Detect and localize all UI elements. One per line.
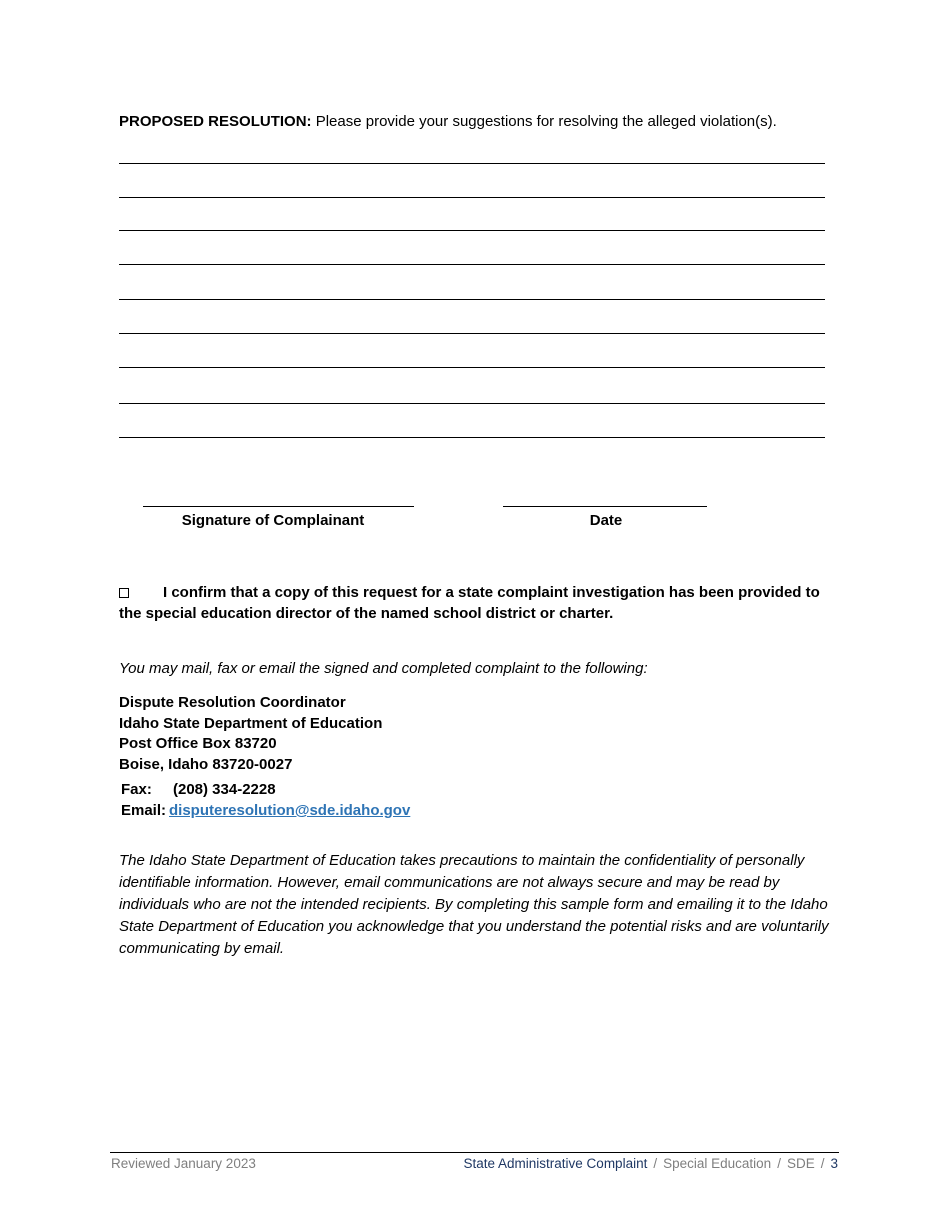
footer-agency: SDE	[786, 1156, 815, 1171]
email-link[interactable]: disputeresolution@sde.idaho.gov	[169, 802, 411, 819]
footer-separator: /	[820, 1156, 825, 1171]
footer-title: State Administrative Complaint	[463, 1156, 648, 1171]
page-number: 3	[830, 1156, 838, 1171]
address-line: Post Office Box 83720	[119, 735, 277, 753]
answer-line[interactable]	[119, 163, 825, 164]
fax-label: Fax:	[121, 781, 152, 798]
mailing-intro: You may mail, fax or email the signed and completed complaint to the following:	[119, 660, 648, 677]
footer-section: Special Education	[663, 1156, 772, 1171]
proposed-resolution-label: PROPOSED RESOLUTION:	[119, 113, 312, 130]
footer-divider	[110, 1152, 839, 1153]
answer-line[interactable]	[119, 403, 825, 404]
footer-separator: /	[777, 1156, 781, 1171]
answer-line[interactable]	[119, 230, 825, 231]
signature-line[interactable]	[143, 506, 414, 507]
footer-separator: /	[653, 1156, 658, 1171]
answer-line[interactable]	[119, 197, 825, 198]
fax-number: (208) 334-2228	[173, 781, 276, 798]
privacy-notice: The Idaho State Department of Education takes precautions to maintain the confidentiality of personally identifiable information. However, email communications are not always secure and may be read by individuals who are not the intended recipients. By completing this sample form and emailing it to the Idaho State Department of Education you acknowledge that you understand the potential risks and are voluntarily communicating by email.	[119, 852, 829, 957]
confirmation-text: I confirm that a copy of this request for a state complaint investigation has been provided to the special education director of the named school district or charter.	[119, 584, 820, 622]
email-row	[121, 802, 410, 819]
signature-label: Signature of Complainant	[181, 512, 365, 529]
answer-line[interactable]	[119, 367, 825, 368]
answer-line[interactable]	[119, 299, 825, 300]
footer-reviewed: Reviewed January 2023	[111, 1156, 256, 1171]
answer-line[interactable]	[119, 264, 825, 265]
footer-document-info	[464, 1156, 839, 1171]
mailing-address	[119, 693, 382, 776]
date-line[interactable]	[503, 506, 707, 507]
confirmation-statement	[119, 582, 831, 624]
date-label: Date	[589, 512, 623, 529]
address-line: Dispute Resolution Coordinator	[119, 694, 346, 711]
answer-line[interactable]	[119, 333, 825, 334]
proposed-resolution-prompt	[119, 112, 777, 131]
address-line: Idaho State Department of Education	[119, 714, 383, 732]
answer-line[interactable]	[119, 437, 825, 438]
fax-row	[121, 781, 276, 798]
email-label: Email:	[121, 802, 167, 819]
address-line: Boise, Idaho 83720-0027	[119, 756, 293, 774]
confirmation-checkbox[interactable]	[119, 588, 129, 598]
proposed-resolution-text: Please provide your suggestions for resolving the alleged violation(s).	[311, 113, 777, 130]
